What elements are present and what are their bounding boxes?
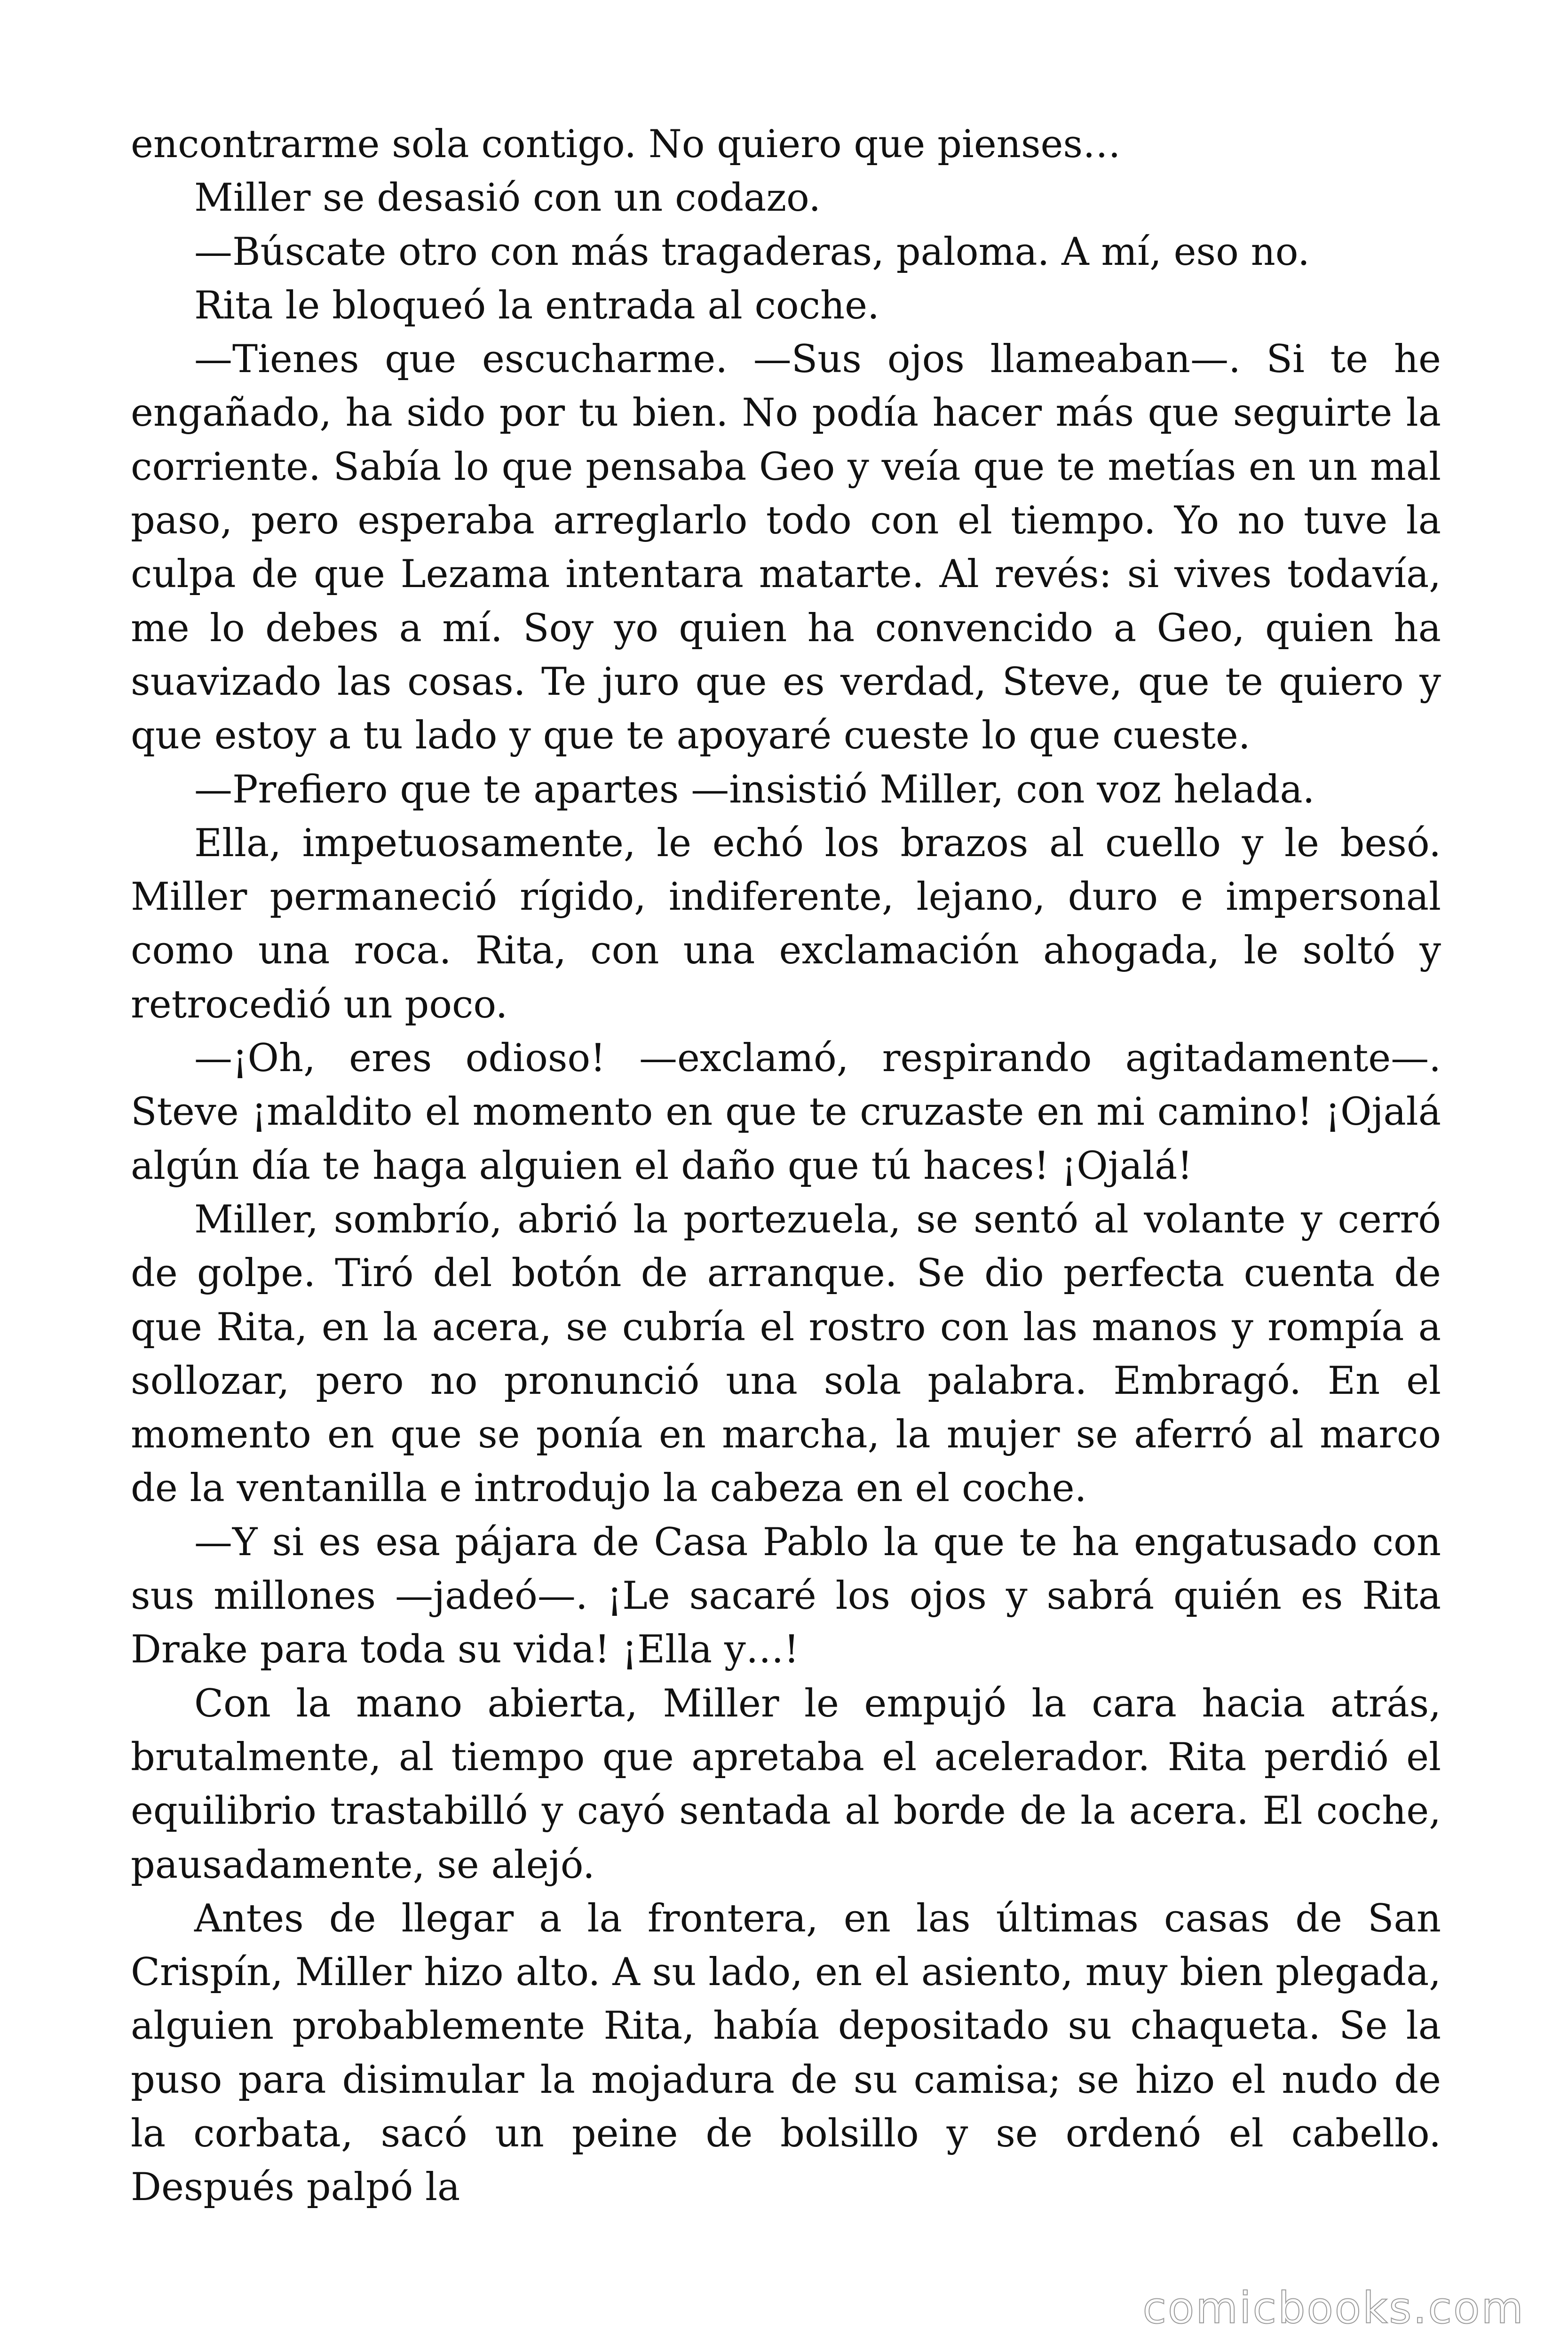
watermark: comicbooks.com [1142,2283,1525,2333]
paragraph: —Y si es esa pájara de Casa Pablo la que te ha engatusado con sus millones —jadeó—. ¡Le sacaré los ojos y sabrá quién es Rita Drake para toda su vida! ¡Ella y…! [131,1520,1441,1672]
paragraph: Antes de llegar a la frontera, en las últimas casas de San Crispín, Miller hizo alto. A su lado, en el asiento, muy bien plegada, alguien probablemente Rita, había depositado su chaqueta. Se la puso para disimular la mojadura de su camisa; se hizo el nudo de la corbata, sacó un peine de bolsillo y se ordenó el cabello. Después palpó la [131,1896,1441,2210]
paragraph: Miller se desasió con un codazo. [194,176,821,221]
paragraph-continuation: encontrarme sola contigo. No quiero que pienses… [131,122,1121,167]
paragraph: —Búscate otro con más tragaderas, paloma. A mí, eso no. [194,230,1310,274]
body-text [131,118,1441,2215]
paragraph: Miller, sombrío, abrió la portezuela, se sentó al volante y cerró de golpe. Tiró del botón de arranque. Se dio perfecta cuenta de que Rita, en la acera, se cubría el rostro con las manos y rompía a sollozar, pero no pronunció una sola palabra. Embragó. En el momento en que se ponía en marcha, la mujer se aferró al marco de la ventanilla e introdujo la cabeza en el coche. [131,1197,1441,1511]
paragraph: —Prefiero que te apartes —insistió Miller, con voz helada. [194,767,1315,812]
paragraph: —¡Oh, eres odioso! —exclamó, respirando agitadamente—. Steve ¡maldito el momento en que te cruzaste en mi camino! ¡Ojalá algún día te haga alguien el daño que tú haces! ¡Ojalá! [131,1036,1441,1188]
paragraph: —Tienes que escucharme. —Sus ojos llameaban—. Si te he engañado, ha sido por tu bien. No podía hacer más que seguirte la corriente. Sabía lo que pensaba Geo y veía que te metías en un mal paso, pero esperaba arreglarlo todo con el tiempo. Yo no tuve la culpa de que Lezama intentara matarte. Al revés: si vives todavía, me lo debes a mí. Soy yo quien ha convencido a Geo, quien ha suavizado las cosas. Te juro que es verdad, Steve, que te quiero y que estoy a tu lado y que te apoyaré cueste lo que cueste. [131,337,1441,758]
paragraph: Rita le bloqueó la entrada al coche. [194,283,879,328]
paragraph: Ella, impetuosamente, le echó los brazos al cuello y le besó. Miller permaneció rígido, indiferente, lejano, duro e impersonal como una roca. Rita, con una exclamación ahogada, le soltó y retrocedió un poco. [131,821,1441,1027]
paragraph: Con la mano abierta, Miller le empujó la cara hacia atrás, brutalmente, al tiempo que apretaba el acelerador. Rita perdió el equilibrio trastabilló y cayó sentada al borde de la acera. El coche, pausadamente, se alejó. [131,1681,1441,1887]
